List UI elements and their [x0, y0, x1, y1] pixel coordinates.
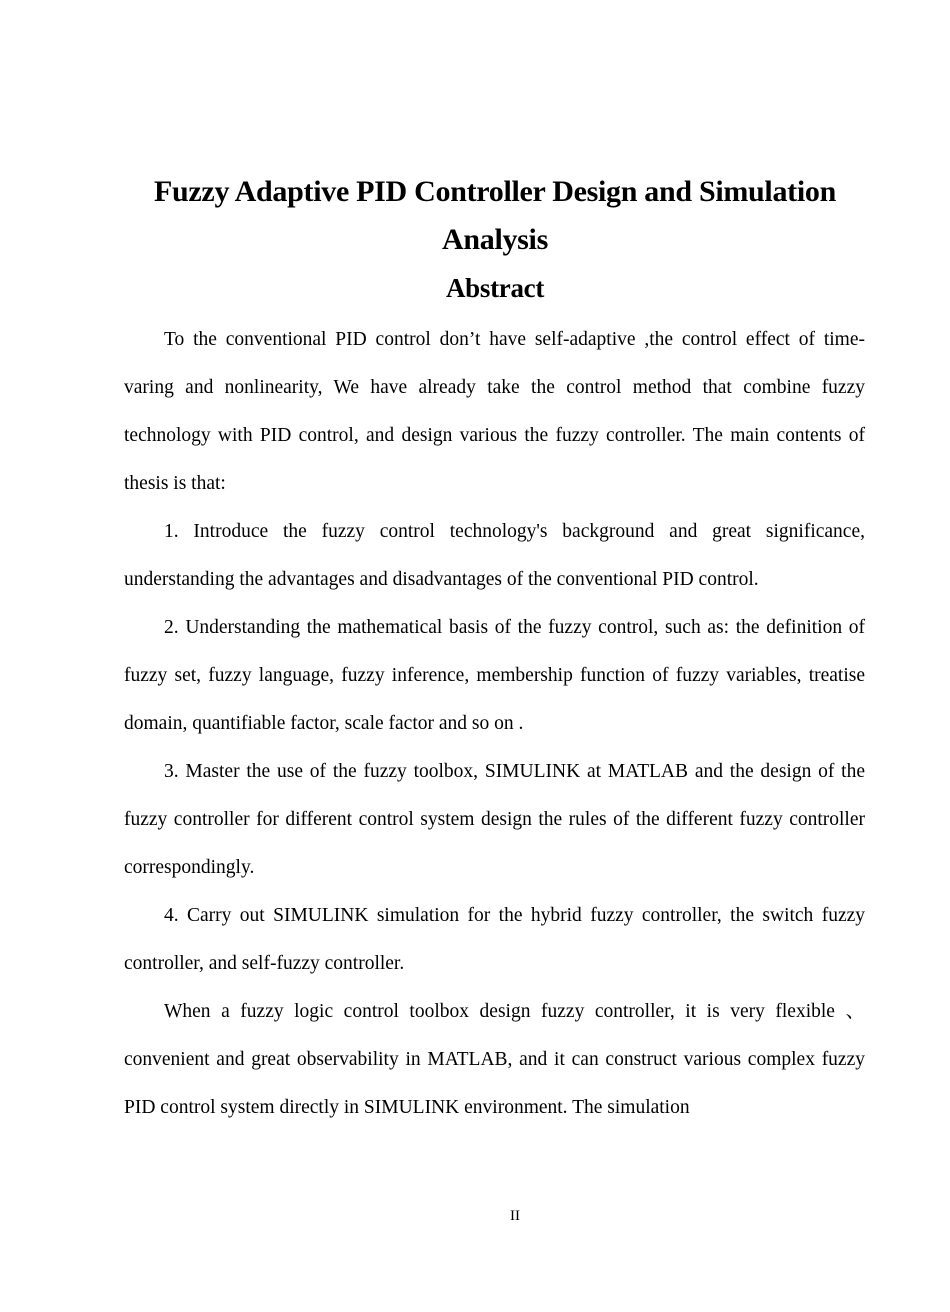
- document-title: Fuzzy Adaptive PID Controller Design and Simulation Analysis: [154, 175, 836, 256]
- abstract-heading: Abstract: [445, 273, 545, 303]
- abstract-item-1: 1. Introduce the fuzzy control technology's background and great significance, understanding the advantages and disadvantages of the conventional PID control.: [124, 521, 865, 590]
- abstract-item-3: 3. Master the use of the fuzzy toolbox, SIMULINK at MATLAB and the design of the fuzzy controller for different control system design the rules of the different fuzzy controller correspondingly.: [124, 761, 865, 878]
- abstract-paragraph-intro: To the conventional PID control don’t have self-adaptive ,the control effect of time-varing and nonlinearity, We have already take the control method that combine fuzzy technology with PID control, and design various the fuzzy controller. The main contents of thesis is that:: [124, 329, 865, 494]
- abstract-paragraph-closing: When a fuzzy logic control toolbox design fuzzy controller, it is very flexible 、 convenient and great observability in MATLAB, and it can construct various complex fuzzy PID control system directly in SIMULINK environment. The simulation: [124, 1001, 865, 1118]
- abstract-item-2: 2. Understanding the mathematical basis of the fuzzy control, such as: the definition of fuzzy set, fuzzy language, fuzzy inference, membership function of fuzzy variables, treatise domain, quantifiable factor, scale factor and so on .: [124, 617, 865, 734]
- abstract-body: [124, 316, 865, 1132]
- page-number: II: [510, 1208, 520, 1224]
- abstract-item-4: 4. Carry out SIMULINK simulation for the hybrid fuzzy controller, the switch fuzzy controller, and self-fuzzy controller.: [124, 905, 865, 974]
